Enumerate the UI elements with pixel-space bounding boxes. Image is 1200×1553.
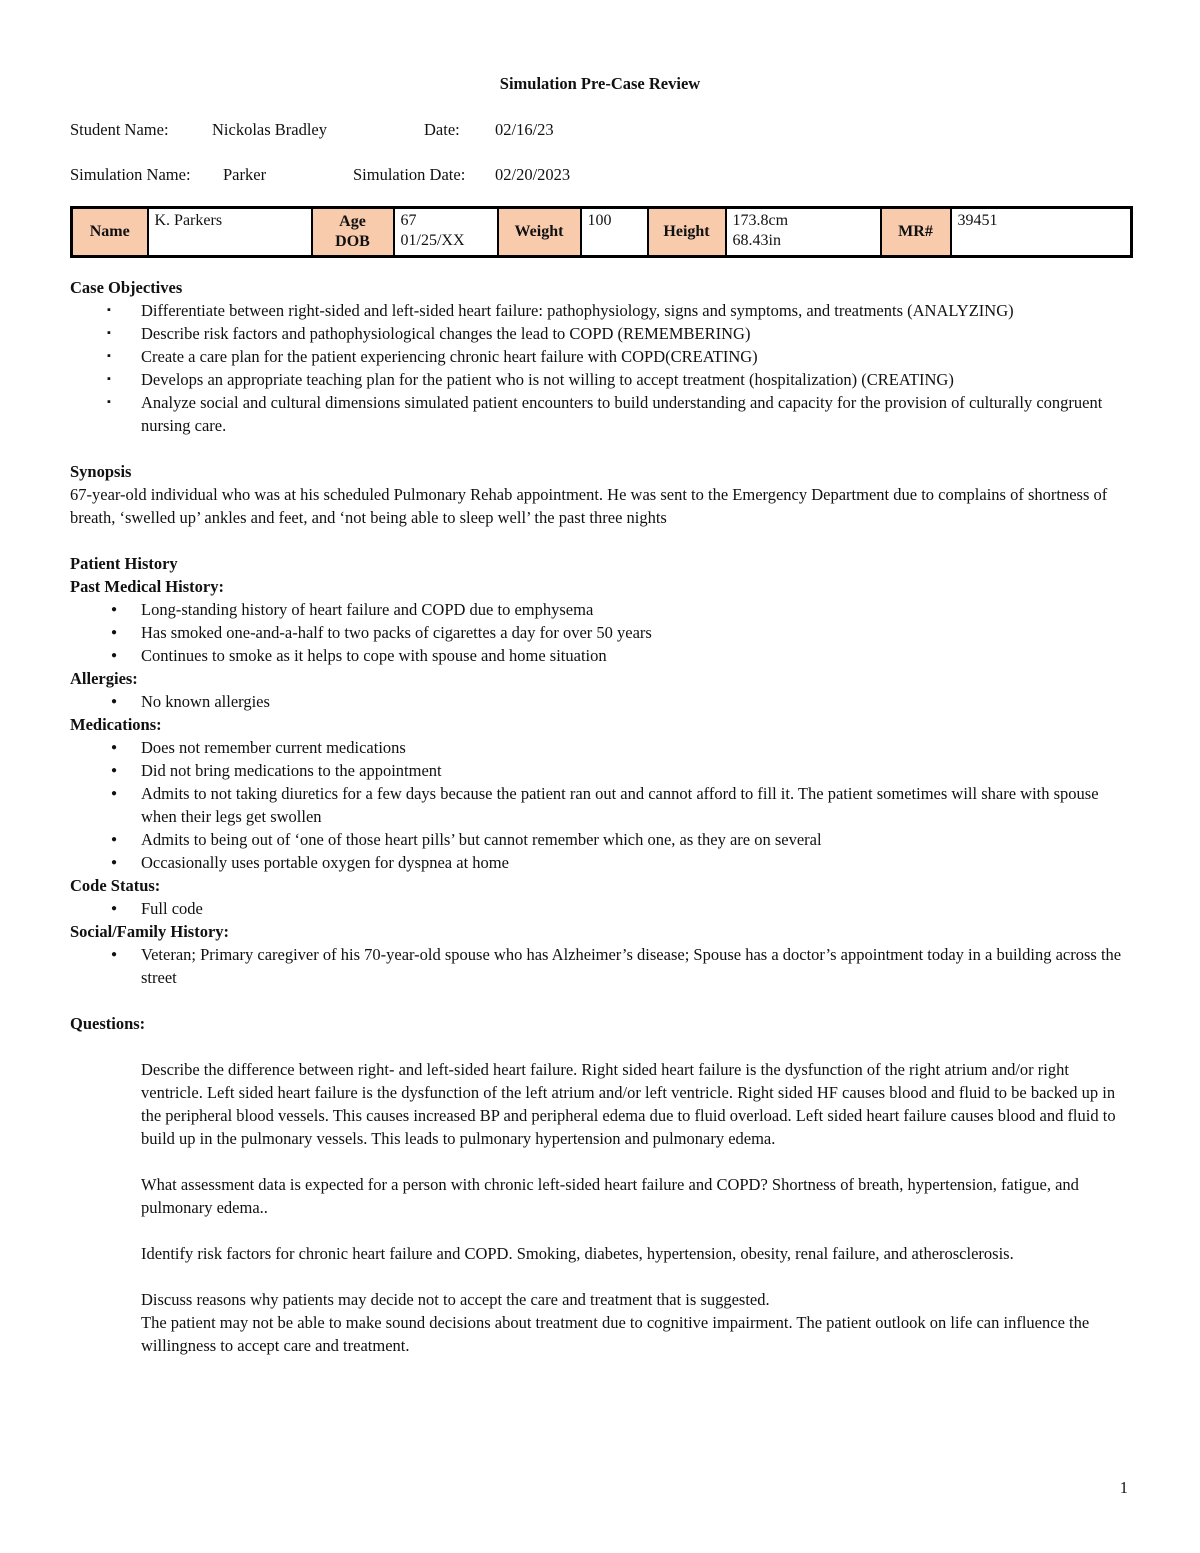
dob-label: DOB [335,233,370,250]
student-name-label: Student Name: [70,120,169,139]
questions-heading: Questions: [70,1014,146,1033]
synopsis-text: 67-year-old individual who was at his scheduled Pulmonary Rehab appointment. He was sent to the Emergency Department due to complains of shortness of breath, ‘swelled up’ ankles and feet, and ‘not being able to sleep well’ the past three nights [70,485,1108,527]
list-item: ▪ Describe risk factors and pathophysiological changes the lead to COPD (REMEMBERING) [70,322,1130,345]
height-cell [726,208,881,257]
social-history-list [70,943,1130,989]
question-3: Identify risk factors for chronic heart failure and COPD. Smoking, diabetes, hypertension, obesity, renal failure, and atherosclerosis. [141,1244,1014,1263]
pmh-heading: Past Medical History: [70,577,224,596]
age-value: 67 [400,212,417,229]
questions-block [70,1058,1130,1357]
height-header: Height [648,208,726,257]
mr-cell: 39451 [951,208,1132,257]
page-title: Simulation Pre-Case Review [499,74,701,93]
mr-header: MR# [881,208,951,257]
date-label: Date: [424,120,460,139]
medications-heading: Medications: [70,715,162,734]
list-item: ● No known allergies [70,690,1130,713]
list-item: ● Long-standing history of heart failure and COPD due to emphysema [70,598,1130,621]
list-item: ● Continues to smoke as it helps to cope with spouse and home situation [70,644,1130,667]
synopsis-heading: Synopsis [70,462,132,481]
document-body [70,276,1130,1357]
list-item: ● Occasionally uses portable oxygen for dyspnea at home [70,851,1130,874]
list-item: ● Veteran; Primary caregiver of his 70-year-old spouse who has Alzheimer’s disease; Spouse has a doctor’s appointment today in a building across the street [70,943,1130,989]
list-item: ● Admits to not taking diuretics for a few days because the patient ran out and cannot afford to fill it. The patient sometimes will share with spouse when their legs get swollen [70,782,1130,828]
question-4: Discuss reasons why patients may decide not to accept the care and treatment that is suggested. [141,1290,770,1309]
list-item: ● Did not bring medications to the appointment [70,759,1130,782]
simulation-name-value: Parker [223,165,267,184]
dob-value: 01/25/XX [400,232,465,249]
list-item: ● Does not remember current medications [70,736,1130,759]
question-2: What assessment data is expected for a person with chronic left-sided heart failure and COPD? Shortness of breath, hypertension, fatigue, and pulmonary edema.. [141,1175,1079,1217]
list-item: ▪ Differentiate between right-sided and left-sided heart failure: pathophysiology, signs and symptoms, and treatments (ANALYZING) [70,299,1130,322]
weight-cell: 100 [581,208,648,257]
weight-header: Weight [498,208,581,257]
list-item: ▪ Analyze social and cultural dimensions simulated patient encounters to build understanding and capacity for the provision of culturally congruent nursing care. [70,391,1130,437]
height-cm: 173.8cm [732,212,789,229]
age-dob-cell [394,208,498,257]
list-item: ● Full code [70,897,1130,920]
code-status-heading: Code Status: [70,876,161,895]
pmh-list [70,598,1130,667]
patient-info-table [70,206,1133,258]
list-item: ● Admits to being out of ‘one of those heart pills’ but cannot remember which one, as they are on several [70,828,1130,851]
allergies-list [70,690,1130,713]
simulation-name-label: Simulation Name: [70,165,191,184]
student-name-value: Nickolas Bradley [212,120,328,139]
patient-history-heading: Patient History [70,554,178,573]
question-1: Describe the difference between right- and left-sided heart failure. Right sided heart failure is the dysfunction of the right atrium and/or right ventricle. Left sided heart failure is the dysfunction of the left atrium and/or left ventricle. Right sided HF causes blood and fluid to be backed up in the peripheral blood vessels. This causes increased BP and peripheral edema due to fluid overload. Left sided heart failure causes blood and fluid to build up in the pulmonary vessels. This leads to pulmonary hypertension and pulmonary edema. [141,1060,1116,1148]
name-cell: K. Parkers [148,208,312,257]
age-label: Age [339,213,366,230]
page-number: 1 [1119,1478,1128,1497]
code-status-list [70,897,1130,920]
question-4-answer: The patient may not be able to make sound decisions about treatment due to cognitive impairment. The patient outlook on life can influence the willingness to accept care and treatment. [141,1313,1090,1355]
age-dob-header [312,208,394,257]
list-item: ▪ Create a care plan for the patient experiencing chronic heart failure with COPD(CREATING) [70,345,1130,368]
list-item: ▪ Develops an appropriate teaching plan for the patient who is not willing to accept treatment (hospitalization) (CREATING) [70,368,1130,391]
simulation-date-value: 02/20/2023 [495,165,571,184]
allergies-heading: Allergies: [70,669,138,688]
social-history-heading: Social/Family History: [70,922,230,941]
list-item: ● Has smoked one-and-a-half to two packs of cigarettes a day for over 50 years [70,621,1130,644]
objectives-list [70,299,1130,437]
height-in: 68.43in [732,232,781,249]
simulation-date-label: Simulation Date: [353,165,466,184]
objectives-heading: Case Objectives [70,278,183,297]
medications-list [70,736,1130,874]
name-header: Name [72,208,148,257]
date-value: 02/16/23 [495,120,554,139]
